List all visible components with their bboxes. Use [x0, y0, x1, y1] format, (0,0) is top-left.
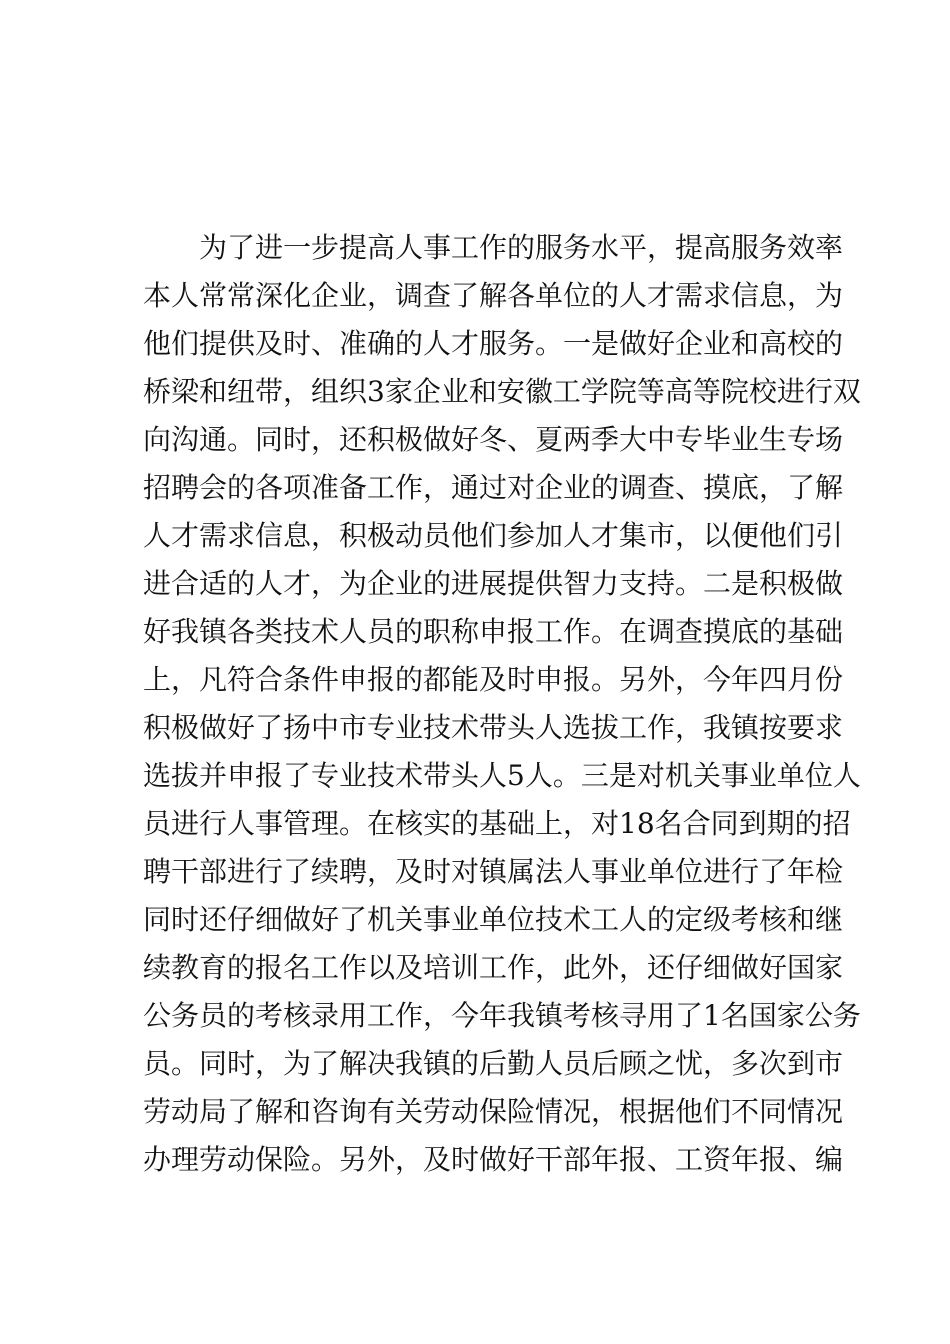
paragraph-line: 选拔并申报了专业技术带头人5人。三是对机关事业单位人: [143, 759, 861, 792]
paragraph-line: 员进行人事管理。在核实的基础上，对18名合同到期的招: [143, 807, 851, 840]
paragraph-line: 他们提供及时、准确的人才服务。一是做好企业和高校的: [143, 327, 844, 360]
paragraph-line: 聘干部进行了续聘，及时对镇属法人事业单位进行了年检: [143, 855, 844, 888]
paragraph-line: 上，凡符合条件申报的都能及时申报。另外，今年四月份: [143, 663, 844, 696]
paragraph-line: 进合适的人才，为企业的进展提供智力支持。二是积极做: [143, 567, 844, 600]
paragraph-line: 人才需求信息，积极动员他们参加人才集市，以便他们引: [143, 519, 844, 552]
paragraph-line: 招聘会的各项准备工作，通过对企业的调查、摸底，了解: [143, 471, 844, 504]
paragraph-line: 为了进一步提高人事工作的服务水平，提高服务效率: [199, 231, 844, 264]
paragraph-line: 本人常常深化企业，调查了解各单位的人才需求信息，为: [143, 279, 844, 312]
body-paragraph: [143, 224, 861, 1184]
paragraph-line: 员。同时，为了解决我镇的后勤人员后顾之忧，多次到市: [143, 1047, 844, 1080]
paragraph-line: 办理劳动保险。另外，及时做好干部年报、工资年报、编: [143, 1143, 844, 1176]
paragraph-line: 续教育的报名工作以及培训工作，此外，还仔细做好国家: [143, 951, 844, 984]
paragraph-line: 同时还仔细做好了机关事业单位技术工人的定级考核和继: [143, 903, 844, 936]
paragraph-line: 桥梁和纽带，组织3家企业和安徽工学院等高等院校进行双: [143, 375, 861, 408]
paragraph-line: 公务员的考核录用工作，今年我镇考核寻用了1名国家公务: [143, 999, 861, 1032]
paragraph-line: 向沟通。同时，还积极做好冬、夏两季大中专毕业生专场: [143, 423, 844, 456]
paragraph-line: 好我镇各类技术人员的职称申报工作。在调查摸底的基础: [143, 615, 844, 648]
paragraph-line: 劳动局了解和咨询有关劳动保险情况，根据他们不同情况: [143, 1095, 844, 1128]
paragraph-line: 积极做好了扬中市专业技术带头人选拔工作，我镇按要求: [143, 711, 844, 744]
